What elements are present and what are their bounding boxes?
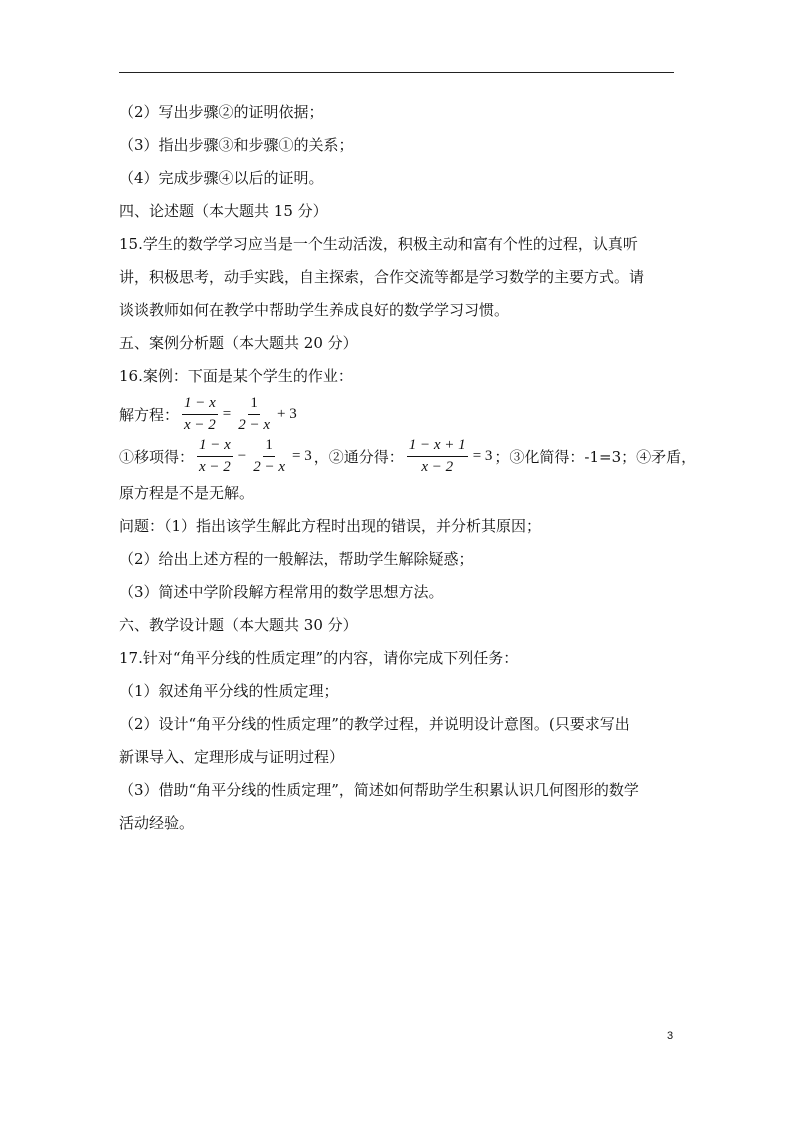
equation-label: 解方程： bbox=[119, 405, 180, 424]
step-1-fraction-b bbox=[251, 438, 287, 475]
fraction-denominator: x − 2 bbox=[421, 458, 454, 475]
fraction-denominator: 2 − x bbox=[253, 458, 286, 475]
fraction-numerator: 1 bbox=[248, 396, 260, 415]
plus-three: + 3 bbox=[277, 405, 297, 422]
equation-rhs-fraction bbox=[236, 396, 272, 433]
question-17-part-3-line-1: （3）借助“角平分线的性质定理”，简述如何帮助学生积累认识几何图形的数学 bbox=[119, 781, 639, 799]
step-1-equals-three: = 3 bbox=[292, 447, 312, 464]
step-2-fraction bbox=[407, 438, 468, 475]
question-16-part-1: 问题：（1）指出该学生解此方程时出现的错误，并分析其原因； bbox=[119, 517, 542, 535]
question-15-line-2: 讲，积极思考，动手实践，自主探索，合作交流等都是学习数学的主要方式。请 bbox=[119, 268, 645, 286]
question-17-intro: 17.针对“角平分线的性质定理”的内容，请你完成下列任务： bbox=[119, 649, 519, 667]
section-6-heading: 六、教学设计题（本大题共 30 分） bbox=[119, 616, 358, 634]
question-17-part-3-line-2: 活动经验。 bbox=[119, 814, 195, 832]
question-16-intro: 16.案例：下面是某个学生的作业： bbox=[119, 367, 353, 385]
section-5-heading: 五、案例分析题（本大题共 20 分） bbox=[119, 334, 358, 352]
solution-steps-line bbox=[119, 435, 697, 477]
fraction-numerator: 1 − x bbox=[197, 438, 233, 457]
fraction-numerator: 1 − x bbox=[182, 396, 218, 415]
question-16-part-3: （3）简述中学阶段解方程常用的数学思想方法。 bbox=[119, 583, 444, 601]
question-15-line-1: 15.学生的数学学习应当是一个生动活泼，积极主动和富有个性的过程，认真听 bbox=[119, 235, 638, 253]
section-4-heading: 四、论述题（本大题共 15 分） bbox=[119, 202, 328, 220]
question-15-line-3: 谈谈教师如何在教学中帮助学生养成良好的数学学习习惯。 bbox=[119, 301, 510, 319]
equation-lhs-fraction bbox=[182, 396, 218, 433]
question-14-part-4: （4）完成步骤④以后的证明。 bbox=[119, 169, 324, 187]
fraction-numerator: 1 − x + 1 bbox=[407, 438, 468, 457]
fraction-denominator: x − 2 bbox=[199, 458, 231, 475]
question-16-conclusion: 原方程是不是无解。 bbox=[119, 484, 255, 502]
fraction-denominator: 2 − x bbox=[238, 416, 271, 433]
question-16-part-2: （2）给出上述方程的一般解法，帮助学生解除疑惑； bbox=[119, 550, 474, 568]
equation-line bbox=[119, 393, 679, 435]
page-number: 3 bbox=[667, 1030, 674, 1042]
step-2-label: ，②通分得： bbox=[313, 447, 404, 466]
page-content bbox=[119, 96, 697, 840]
step-1-label: ①移项得： bbox=[119, 447, 195, 466]
minus-sign: − bbox=[237, 447, 247, 464]
step-3-4-text: ；③化简得：-1=3；④矛盾， bbox=[494, 447, 697, 466]
step-1-fraction-a bbox=[197, 438, 233, 475]
fraction-numerator: 1 bbox=[263, 438, 275, 457]
question-17-part-2-line-1: （2）设计“角平分线的性质定理”的教学过程，并说明设计意图。(只要求写出 bbox=[119, 715, 630, 733]
equals-sign: = bbox=[222, 405, 232, 422]
question-17-part-1: （1）叙述角平分线的性质定理； bbox=[119, 682, 339, 700]
header-rule bbox=[119, 72, 674, 73]
step-2-equals-three: = 3 bbox=[472, 447, 493, 464]
question-17-part-2-line-2: 新课导入、定理形成与证明过程） bbox=[119, 748, 345, 766]
fraction-denominator: x − 2 bbox=[184, 416, 216, 433]
question-14-part-2: （2）写出步骤②的证明依据； bbox=[119, 103, 324, 121]
question-14-part-3: （3）指出步骤③和步骤①的关系； bbox=[119, 136, 354, 154]
